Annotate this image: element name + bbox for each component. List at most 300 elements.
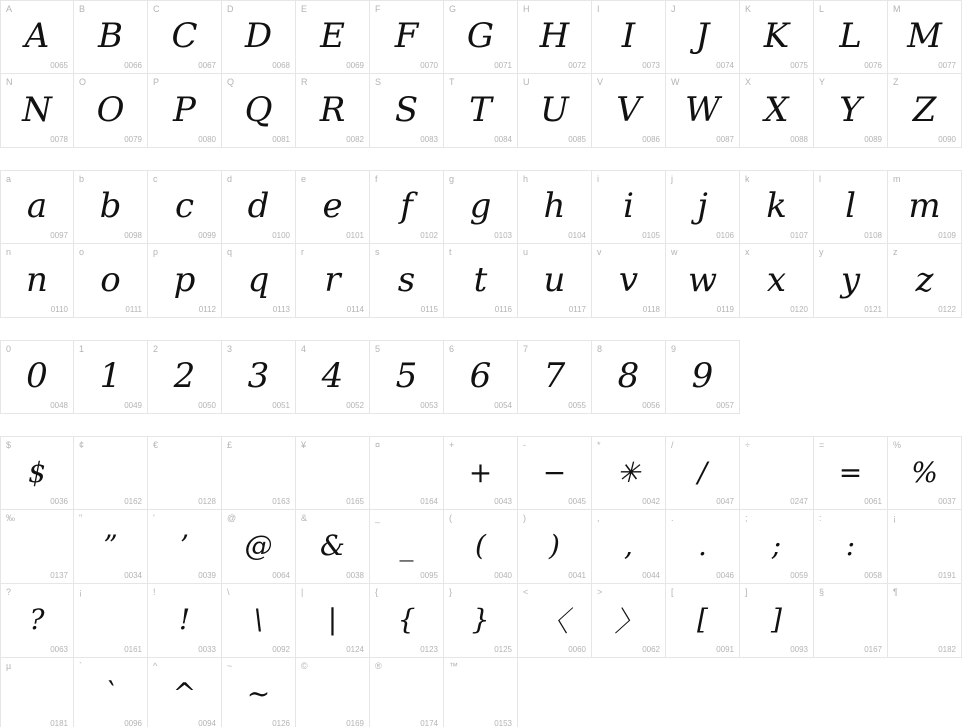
glyph-char-label: n bbox=[6, 247, 12, 257]
glyph-char-label: P bbox=[153, 77, 160, 87]
glyph-code-label: 0191 bbox=[938, 571, 956, 580]
glyph-cell[interactable] bbox=[666, 436, 740, 510]
glyph-code-label: 0111 bbox=[125, 305, 142, 314]
glyph-code-label: 0051 bbox=[272, 401, 290, 410]
glyph-code-label: 0053 bbox=[420, 401, 438, 410]
glyph-preview: h bbox=[543, 186, 566, 226]
glyph-code-label: 0167 bbox=[864, 645, 882, 654]
glyph-preview: 1 bbox=[99, 356, 122, 396]
glyph-code-label: 0041 bbox=[568, 571, 586, 580]
glyph-preview: j bbox=[697, 186, 708, 226]
glyph-code-label: 0082 bbox=[346, 135, 364, 144]
glyph-preview: A bbox=[24, 16, 50, 56]
glyph-char-label: G bbox=[449, 4, 457, 14]
glyph-char-label: B bbox=[79, 4, 86, 14]
glyph-preview: K bbox=[763, 16, 790, 56]
glyph-cell[interactable] bbox=[592, 584, 666, 658]
glyph-cell[interactable] bbox=[296, 170, 370, 244]
glyph-code-label: 0074 bbox=[716, 61, 734, 70]
glyph-cell[interactable] bbox=[592, 0, 666, 74]
glyph-preview: 7 bbox=[543, 356, 566, 396]
glyph-code-label: 0071 bbox=[494, 61, 512, 70]
glyph-cell-blank bbox=[814, 658, 888, 727]
glyph-char-label: ¶ bbox=[893, 587, 898, 597]
glyph-code-label: 0046 bbox=[716, 571, 734, 580]
glyph-cell[interactable] bbox=[148, 170, 222, 244]
glyph-code-label: 0075 bbox=[790, 61, 808, 70]
glyph-cell[interactable] bbox=[518, 510, 592, 584]
glyph-cell[interactable] bbox=[222, 0, 296, 74]
glyph-cell[interactable] bbox=[148, 340, 222, 414]
glyph-cell[interactable] bbox=[74, 74, 148, 148]
glyph-preview: k bbox=[766, 186, 787, 226]
glyph-cell[interactable] bbox=[666, 510, 740, 584]
glyph-code-label: 0099 bbox=[198, 231, 216, 240]
glyph-code-label: 0110 bbox=[50, 305, 68, 314]
glyph-char-label: K bbox=[745, 4, 752, 14]
glyph-code-label: 0034 bbox=[124, 571, 142, 580]
glyph-char-label: ‰ bbox=[6, 513, 15, 523]
glyph-cell[interactable] bbox=[296, 340, 370, 414]
glyph-cell[interactable] bbox=[0, 340, 74, 414]
glyph-code-label: 0169 bbox=[346, 719, 364, 727]
glyph-cell[interactable] bbox=[296, 74, 370, 148]
glyph-cell[interactable] bbox=[518, 170, 592, 244]
glyph-code-label: 0033 bbox=[198, 645, 216, 654]
glyph-cell[interactable] bbox=[0, 74, 74, 148]
glyph-cell[interactable] bbox=[444, 510, 518, 584]
glyph-cell[interactable] bbox=[814, 436, 888, 510]
glyph-char-label: : bbox=[819, 513, 822, 523]
glyph-char-label: e bbox=[301, 174, 307, 184]
glyph-cell[interactable] bbox=[370, 658, 444, 727]
glyph-preview: X bbox=[764, 89, 789, 130]
glyph-code-label: 0078 bbox=[50, 135, 68, 144]
glyph-cell[interactable] bbox=[74, 170, 148, 244]
glyph-cell[interactable] bbox=[74, 436, 148, 510]
glyph-code-label: 0063 bbox=[50, 645, 68, 654]
glyph-preview: e bbox=[322, 186, 343, 226]
glyph-preview: \ bbox=[253, 603, 264, 636]
glyph-cell[interactable] bbox=[518, 340, 592, 414]
glyph-char-label: ™ bbox=[449, 661, 458, 671]
glyph-code-label: 0044 bbox=[642, 571, 660, 580]
glyph-char-label: m bbox=[893, 174, 901, 184]
glyph-cell[interactable] bbox=[74, 584, 148, 658]
glyph-cell[interactable] bbox=[740, 436, 814, 510]
glyph-preview: M bbox=[907, 16, 942, 56]
glyph-cell[interactable] bbox=[222, 244, 296, 318]
glyph-cell[interactable] bbox=[888, 170, 962, 244]
glyph-char-label: i bbox=[597, 174, 599, 184]
glyph-code-label: 0060 bbox=[568, 645, 586, 654]
glyph-preview: $ bbox=[28, 455, 46, 489]
glyph-cell[interactable] bbox=[666, 0, 740, 74]
glyph-char-label: ¥ bbox=[301, 440, 307, 450]
glyph-code-label: 0164 bbox=[420, 497, 438, 506]
glyph-char-label: W bbox=[671, 77, 680, 87]
glyph-preview: } bbox=[471, 603, 490, 636]
glyph-code-label: 0090 bbox=[938, 135, 956, 144]
block-separator bbox=[0, 148, 970, 170]
glyph-char-label: } bbox=[449, 587, 453, 597]
glyph-cell[interactable] bbox=[592, 74, 666, 148]
glyph-preview: s bbox=[397, 259, 416, 300]
glyph-char-label: © bbox=[301, 661, 308, 671]
glyph-code-label: 0116 bbox=[494, 305, 512, 314]
glyph-preview: 2 bbox=[173, 356, 196, 396]
glyph-preview: T bbox=[469, 89, 492, 130]
glyph-preview: _ bbox=[399, 529, 414, 562]
glyph-block-digits bbox=[0, 340, 970, 414]
glyph-char-label: $ bbox=[6, 440, 12, 450]
glyph-code-label: 0037 bbox=[938, 497, 956, 506]
glyph-cell[interactable] bbox=[518, 584, 592, 658]
glyph-preview: & bbox=[320, 529, 345, 562]
glyph-preview: o bbox=[100, 259, 121, 300]
glyph-char-label: µ bbox=[6, 661, 12, 671]
glyph-char-label: M bbox=[893, 4, 901, 14]
glyph-cell[interactable] bbox=[74, 244, 148, 318]
glyph-cell[interactable] bbox=[444, 0, 518, 74]
glyph-cell[interactable] bbox=[222, 510, 296, 584]
glyph-char-label: I bbox=[597, 4, 600, 14]
glyph-cell[interactable] bbox=[222, 74, 296, 148]
glyph-char-label: ] bbox=[745, 587, 748, 597]
glyph-cell[interactable] bbox=[888, 436, 962, 510]
glyph-preview: Q bbox=[244, 89, 273, 130]
glyph-cell[interactable] bbox=[592, 436, 666, 510]
glyph-cell[interactable] bbox=[74, 510, 148, 584]
glyph-char-label: Q bbox=[227, 77, 235, 87]
glyph-preview: . bbox=[698, 529, 707, 562]
glyph-preview: N bbox=[22, 89, 52, 130]
glyph-code-label: 0165 bbox=[346, 497, 364, 506]
glyph-cell[interactable] bbox=[740, 510, 814, 584]
glyph-cell[interactable] bbox=[370, 0, 444, 74]
glyph-char-label: U bbox=[523, 77, 530, 87]
glyph-char-label: u bbox=[523, 247, 529, 257]
glyph-cell[interactable] bbox=[0, 510, 74, 584]
glyph-char-label: N bbox=[6, 77, 13, 87]
glyph-char-label: a bbox=[6, 174, 12, 184]
glyph-cell[interactable] bbox=[444, 436, 518, 510]
glyph-char-label: x bbox=[745, 247, 750, 257]
glyph-char-label: l bbox=[819, 174, 821, 184]
glyph-cell[interactable] bbox=[148, 584, 222, 658]
glyph-cell[interactable] bbox=[222, 170, 296, 244]
glyph-cell[interactable] bbox=[740, 170, 814, 244]
glyph-preview: f bbox=[400, 186, 413, 226]
glyph-char-label: q bbox=[227, 247, 233, 257]
glyph-cell[interactable] bbox=[370, 340, 444, 414]
glyph-cell[interactable] bbox=[222, 340, 296, 414]
glyph-preview: O bbox=[96, 89, 125, 130]
glyph-char-label: 3 bbox=[227, 344, 233, 354]
glyph-code-label: 0064 bbox=[272, 571, 290, 580]
glyph-code-label: 0098 bbox=[124, 231, 142, 240]
glyph-cell[interactable] bbox=[370, 170, 444, 244]
glyph-preview: m bbox=[908, 186, 941, 226]
glyph-cell[interactable] bbox=[592, 510, 666, 584]
glyph-cell[interactable] bbox=[814, 74, 888, 148]
glyph-cell[interactable] bbox=[888, 584, 962, 658]
glyph-code-label: 0073 bbox=[642, 61, 660, 70]
glyph-char-label: _ bbox=[375, 513, 381, 523]
glyph-char-label: d bbox=[227, 174, 233, 184]
glyph-cell[interactable] bbox=[888, 244, 962, 318]
glyph-cell[interactable] bbox=[666, 74, 740, 148]
glyph-cell[interactable] bbox=[740, 244, 814, 318]
glyph-char-label: , bbox=[597, 513, 600, 523]
glyph-cell[interactable] bbox=[740, 584, 814, 658]
glyph-preview: 4 bbox=[321, 356, 344, 396]
glyph-char-label: S bbox=[375, 77, 382, 87]
glyph-char-label: O bbox=[79, 77, 87, 87]
glyph-char-label: £ bbox=[227, 440, 233, 450]
glyph-cell[interactable] bbox=[814, 584, 888, 658]
glyph-cell-blank bbox=[740, 658, 814, 727]
glyph-preview: u bbox=[543, 259, 566, 300]
glyph-code-label: 0049 bbox=[124, 401, 142, 410]
glyph-preview: d bbox=[247, 186, 270, 226]
glyph-cell[interactable] bbox=[740, 0, 814, 74]
glyph-char-label: z bbox=[893, 247, 898, 257]
glyph-cell[interactable] bbox=[518, 244, 592, 318]
glyph-cell[interactable] bbox=[370, 436, 444, 510]
glyph-preview: v bbox=[618, 259, 639, 300]
glyph-preview: − bbox=[542, 455, 567, 489]
glyph-code-label: 0084 bbox=[494, 135, 512, 144]
glyph-preview: i bbox=[623, 186, 634, 226]
glyph-cell[interactable] bbox=[592, 244, 666, 318]
glyph-code-label: 0042 bbox=[642, 497, 660, 506]
glyph-preview: % bbox=[911, 455, 938, 489]
glyph-char-label: 0 bbox=[6, 344, 12, 354]
glyph-char-label: E bbox=[301, 4, 308, 14]
glyph-cell[interactable] bbox=[370, 74, 444, 148]
glyph-code-label: 0122 bbox=[938, 305, 956, 314]
glyph-preview: ” bbox=[103, 529, 118, 562]
glyph-preview: n bbox=[26, 259, 48, 300]
glyph-block-uppercase bbox=[0, 0, 970, 148]
glyph-cell[interactable] bbox=[666, 244, 740, 318]
glyph-cell[interactable] bbox=[444, 658, 518, 727]
glyph-code-label: 0137 bbox=[50, 571, 68, 580]
glyph-preview: { bbox=[397, 603, 416, 636]
glyph-preview bbox=[444, 658, 517, 727]
glyph-code-label: 0069 bbox=[346, 61, 364, 70]
glyph-code-label: 0047 bbox=[716, 497, 734, 506]
glyph-char-label: ¤ bbox=[375, 440, 381, 450]
glyph-cell[interactable] bbox=[740, 74, 814, 148]
glyph-cell[interactable] bbox=[888, 0, 962, 74]
glyph-preview: @ bbox=[244, 529, 273, 562]
glyph-cell-blank bbox=[518, 658, 592, 727]
glyph-code-label: 0036 bbox=[50, 497, 68, 506]
glyph-code-label: 0058 bbox=[864, 571, 882, 580]
glyph-preview: w bbox=[687, 259, 718, 300]
glyph-cell[interactable] bbox=[444, 170, 518, 244]
glyph-cell[interactable] bbox=[296, 436, 370, 510]
glyph-cell[interactable] bbox=[148, 244, 222, 318]
glyph-char-label: b bbox=[79, 174, 85, 184]
glyph-preview: 5 bbox=[395, 356, 418, 396]
glyph-preview: [ bbox=[697, 603, 708, 636]
glyph-cell[interactable] bbox=[0, 436, 74, 510]
glyph-cell[interactable] bbox=[148, 510, 222, 584]
glyph-cell[interactable] bbox=[444, 584, 518, 658]
glyph-code-label: 0182 bbox=[938, 645, 956, 654]
glyph-block-lowercase bbox=[0, 170, 970, 318]
glyph-code-label: 0108 bbox=[864, 231, 882, 240]
glyph-code-label: 0126 bbox=[272, 719, 290, 727]
glyph-preview: 〉 bbox=[614, 604, 643, 638]
glyph-preview: 3 bbox=[247, 356, 270, 396]
glyph-cell[interactable] bbox=[518, 0, 592, 74]
glyph-cell[interactable] bbox=[296, 658, 370, 727]
glyph-code-label: 0093 bbox=[790, 645, 808, 654]
glyph-char-label: ? bbox=[6, 587, 12, 597]
glyph-cell[interactable] bbox=[666, 170, 740, 244]
glyph-preview: a bbox=[26, 186, 48, 226]
glyph-cell[interactable] bbox=[222, 436, 296, 510]
glyph-preview: ) bbox=[549, 529, 560, 562]
glyph-preview: 6 bbox=[469, 356, 492, 396]
glyph-preview: g bbox=[469, 186, 492, 226]
glyph-code-label: 0100 bbox=[272, 231, 290, 240]
glyph-code-label: 0061 bbox=[864, 497, 882, 506]
glyph-preview: J bbox=[695, 16, 710, 56]
glyph-cell[interactable] bbox=[296, 0, 370, 74]
glyph-char-label: ¢ bbox=[79, 440, 85, 450]
glyph-preview: q bbox=[247, 259, 270, 300]
glyph-preview: R bbox=[319, 89, 346, 130]
glyph-cell[interactable] bbox=[296, 510, 370, 584]
glyph-preview: ; bbox=[771, 529, 782, 562]
glyph-cell[interactable] bbox=[444, 340, 518, 414]
glyph-cell[interactable] bbox=[888, 74, 962, 148]
glyph-cell[interactable] bbox=[296, 244, 370, 318]
glyph-cell[interactable] bbox=[814, 244, 888, 318]
glyph-cell[interactable] bbox=[592, 170, 666, 244]
glyph-code-label: 0091 bbox=[716, 645, 734, 654]
glyph-char-label: X bbox=[745, 77, 752, 87]
glyph-code-label: 0112 bbox=[198, 305, 216, 314]
glyph-cell[interactable] bbox=[888, 510, 962, 584]
glyph-code-label: 0055 bbox=[568, 401, 586, 410]
glyph-char-label: y bbox=[819, 247, 824, 257]
glyph-preview: ( bbox=[475, 529, 486, 562]
glyph-cell[interactable] bbox=[74, 340, 148, 414]
glyph-code-label: 0161 bbox=[124, 645, 142, 654]
glyph-code-label: 0095 bbox=[420, 571, 438, 580]
glyph-cell-blank bbox=[592, 658, 666, 727]
glyph-code-label: 0070 bbox=[420, 61, 438, 70]
glyph-code-label: 0113 bbox=[272, 305, 290, 314]
glyph-cell[interactable] bbox=[666, 340, 740, 414]
glyph-cell[interactable] bbox=[370, 244, 444, 318]
glyph-char-label: \ bbox=[227, 587, 230, 597]
glyph-preview: U bbox=[540, 89, 569, 130]
glyph-code-label: 0104 bbox=[568, 231, 586, 240]
glyph-cell[interactable] bbox=[814, 510, 888, 584]
glyph-code-label: 0125 bbox=[494, 645, 512, 654]
glyph-char-label: s bbox=[375, 247, 380, 257]
glyph-char-label: [ bbox=[671, 587, 674, 597]
glyph-cell[interactable] bbox=[518, 436, 592, 510]
glyph-cell[interactable] bbox=[814, 0, 888, 74]
glyph-char-label: = bbox=[819, 440, 825, 450]
glyph-cell[interactable] bbox=[296, 584, 370, 658]
glyph-preview: B bbox=[98, 16, 123, 56]
glyph-cell[interactable] bbox=[0, 170, 74, 244]
glyph-char-label: ( bbox=[449, 513, 452, 523]
glyph-code-label: 0054 bbox=[494, 401, 512, 410]
glyph-code-label: 0068 bbox=[272, 61, 290, 70]
glyph-preview: 〈 bbox=[540, 604, 569, 638]
glyph-cell[interactable] bbox=[592, 340, 666, 414]
glyph-code-label: 0066 bbox=[124, 61, 142, 70]
glyph-code-label: 0115 bbox=[420, 305, 438, 314]
glyph-cell[interactable] bbox=[666, 584, 740, 658]
glyph-preview: P bbox=[173, 89, 196, 130]
glyph-cell[interactable] bbox=[148, 658, 222, 727]
glyph-char-label: j bbox=[671, 174, 673, 184]
glyph-preview: : bbox=[845, 529, 856, 562]
glyph-char-label: > bbox=[597, 587, 603, 597]
glyph-preview: C bbox=[171, 16, 198, 56]
glyph-preview: I bbox=[621, 16, 636, 56]
glyph-char-label: ; bbox=[745, 513, 748, 523]
glyph-code-label: 0038 bbox=[346, 571, 364, 580]
glyph-char-label: . bbox=[671, 513, 674, 523]
glyph-cell[interactable] bbox=[0, 658, 74, 727]
glyph-char-label: w bbox=[671, 247, 678, 257]
glyph-cell[interactable] bbox=[222, 658, 296, 727]
glyph-cell-blank bbox=[888, 658, 962, 727]
glyph-code-label: 0052 bbox=[346, 401, 364, 410]
glyph-code-label: 0050 bbox=[198, 401, 216, 410]
glyph-preview: Y bbox=[839, 89, 862, 130]
glyph-cell[interactable] bbox=[444, 244, 518, 318]
block-separator bbox=[0, 414, 970, 436]
glyph-char-label: 6 bbox=[449, 344, 455, 354]
glyph-cell[interactable] bbox=[148, 0, 222, 74]
glyph-cell[interactable] bbox=[518, 74, 592, 148]
glyph-char-label: L bbox=[819, 4, 825, 14]
glyph-code-label: 0045 bbox=[568, 497, 586, 506]
glyph-cell[interactable] bbox=[0, 244, 74, 318]
glyph-cell[interactable] bbox=[444, 74, 518, 148]
glyph-cell[interactable] bbox=[0, 584, 74, 658]
glyph-cell[interactable] bbox=[814, 170, 888, 244]
glyph-cell[interactable] bbox=[148, 436, 222, 510]
glyph-preview bbox=[370, 658, 443, 727]
glyph-preview: Z bbox=[912, 89, 937, 130]
glyph-cell[interactable] bbox=[370, 510, 444, 584]
glyph-cell[interactable] bbox=[74, 0, 148, 74]
glyph-cell[interactable] bbox=[222, 584, 296, 658]
glyph-char-label: 4 bbox=[301, 344, 307, 354]
glyph-cell[interactable] bbox=[148, 74, 222, 148]
glyph-char-label: J bbox=[671, 4, 676, 14]
glyph-cell[interactable] bbox=[0, 0, 74, 74]
glyph-cell[interactable] bbox=[74, 658, 148, 727]
glyph-cell[interactable] bbox=[370, 584, 444, 658]
glyph-char-label: c bbox=[153, 174, 158, 184]
glyph-char-label: Y bbox=[819, 77, 826, 87]
